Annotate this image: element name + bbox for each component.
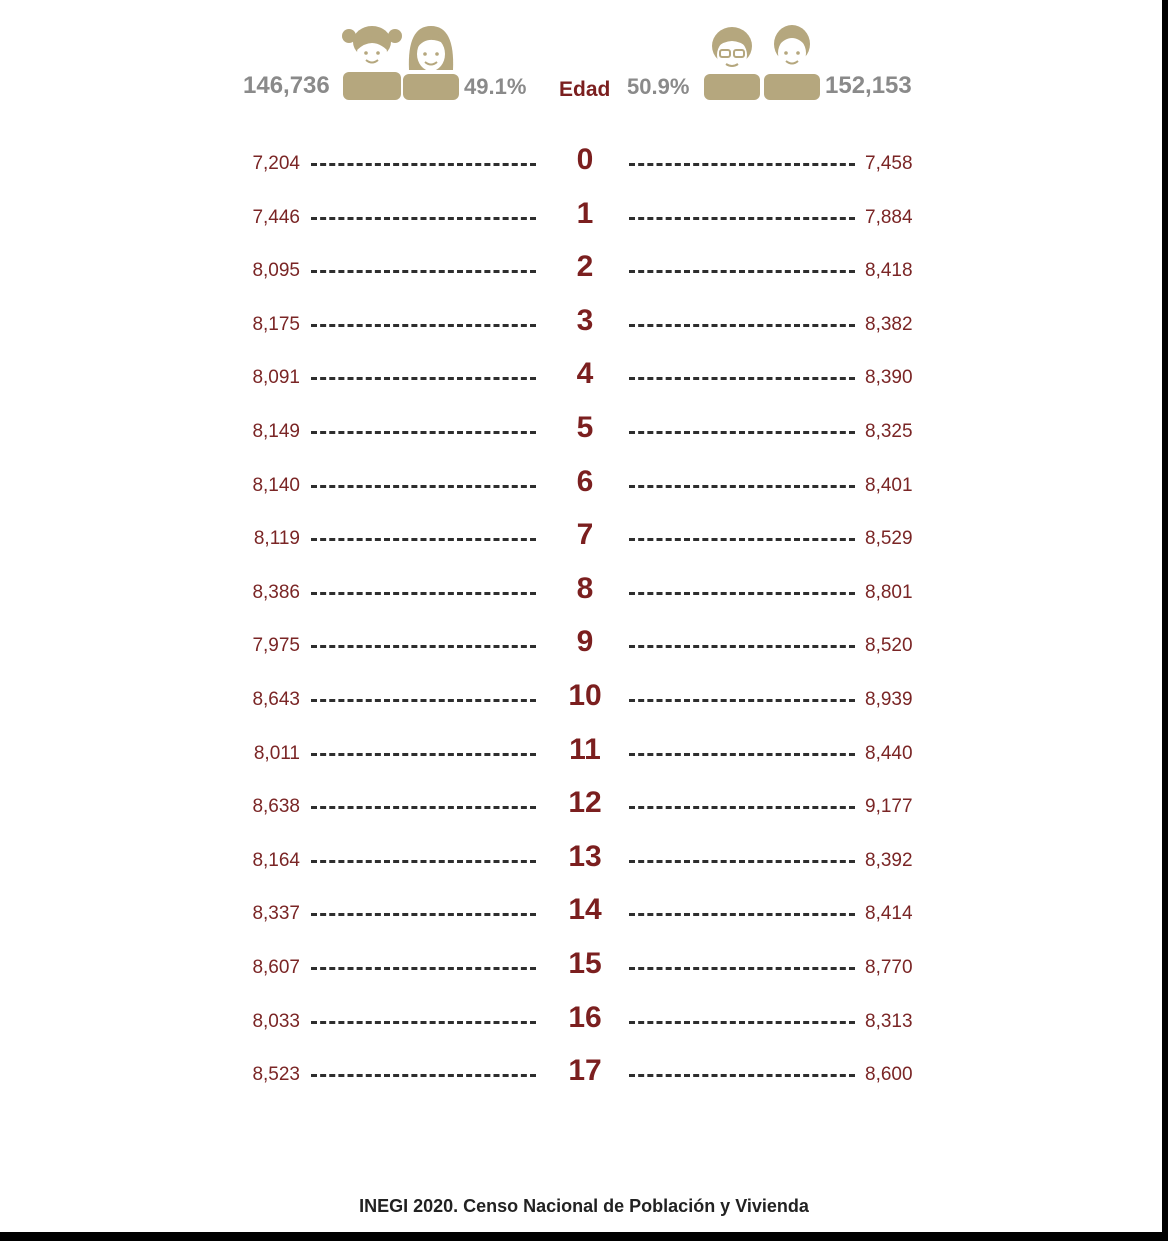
age-label: 10 <box>568 679 602 712</box>
age-label: 15 <box>568 947 602 980</box>
age-label: 7 <box>576 518 594 552</box>
source-footer: INEGI 2020. Censo Nacional de Población y Vivienda <box>359 1196 809 1216</box>
male-count: 7,884 <box>865 206 913 228</box>
leader-dots-left <box>311 967 536 970</box>
male-count: 8,414 <box>865 903 913 925</box>
leader-dots-left <box>311 163 536 166</box>
table-row <box>0 250 1162 290</box>
leader-dots-left <box>311 1021 536 1024</box>
leader-dots-left <box>311 592 536 595</box>
leader-dots-right <box>629 163 855 166</box>
age-label: 13 <box>568 839 602 873</box>
female-count: 8,337 <box>252 903 300 925</box>
leader-dots-left <box>311 806 536 809</box>
female-total: 146,736 <box>243 72 330 99</box>
female-count: 7,446 <box>252 206 300 228</box>
table-row <box>0 357 1162 397</box>
female-count: 8,638 <box>252 796 300 818</box>
female-count: 8,119 <box>253 528 300 550</box>
leader-dots-left <box>311 753 536 756</box>
male-count: 8,382 <box>865 313 913 335</box>
male-count: 8,801 <box>865 581 913 603</box>
leader-dots-right <box>629 485 855 488</box>
leader-dots-left <box>311 699 536 702</box>
table-row <box>0 572 1162 612</box>
age-label: 2 <box>576 250 594 284</box>
age-label: 6 <box>576 464 594 498</box>
leader-dots-right <box>629 967 855 970</box>
man-icon <box>762 22 822 105</box>
male-count: 8,520 <box>865 635 913 657</box>
male-percent: 50.9% <box>627 74 690 99</box>
female-percent: 49.1% <box>464 74 527 99</box>
leader-dots-left <box>311 431 536 434</box>
female-count: 8,140 <box>252 474 300 496</box>
table-row <box>0 947 1162 987</box>
age-label: 16 <box>568 1000 602 1034</box>
female-count: 7,204 <box>252 153 300 174</box>
male-count: 8,325 <box>865 421 913 442</box>
female-count: 8,386 <box>252 581 300 603</box>
leader-dots-left <box>311 324 536 327</box>
woman-icon <box>401 22 461 105</box>
male-count: 8,401 <box>865 474 913 496</box>
leader-dots-right <box>629 377 855 380</box>
leader-dots-right <box>629 538 855 541</box>
female-count: 7,975 <box>252 635 300 657</box>
age-label: 4 <box>576 357 594 391</box>
table-row <box>0 411 1162 451</box>
age-label: 17 <box>568 1054 602 1088</box>
male-total: 152,153 <box>825 72 912 99</box>
male-count: 8,440 <box>865 742 913 764</box>
male-count: 8,939 <box>865 689 913 710</box>
leader-dots-right <box>629 324 855 327</box>
age-label: 3 <box>576 303 594 337</box>
leader-dots-right <box>629 806 855 809</box>
female-count: 8,091 <box>252 367 300 389</box>
female-count: 8,175 <box>252 313 300 335</box>
female-count: 8,643 <box>252 689 300 710</box>
leader-dots-right <box>629 592 855 595</box>
leader-dots-left <box>311 485 536 488</box>
table-row <box>0 197 1162 237</box>
male-count: 8,418 <box>865 260 913 282</box>
female-count: 8,095 <box>252 260 300 282</box>
male-count: 8,392 <box>865 849 913 871</box>
age-label: 1 <box>576 196 594 230</box>
leader-dots-left <box>311 217 536 220</box>
female-count: 8,523 <box>252 1064 300 1086</box>
age-label: 8 <box>576 571 594 605</box>
table-row <box>0 143 1162 183</box>
leader-dots-right <box>629 699 855 702</box>
table-row <box>0 840 1162 880</box>
female-count: 8,149 <box>252 421 300 442</box>
leader-dots-right <box>629 217 855 220</box>
leader-dots-right <box>629 645 855 648</box>
leader-dots-right <box>629 431 855 434</box>
male-count: 8,600 <box>865 1064 913 1086</box>
leader-dots-left <box>311 645 536 648</box>
table-row <box>0 679 1162 719</box>
female-count: 8,607 <box>252 957 300 978</box>
leader-dots-right <box>629 913 855 916</box>
table-row <box>0 465 1162 505</box>
female-count: 8,033 <box>252 1010 300 1032</box>
leader-dots-left <box>311 270 536 273</box>
table-row <box>0 518 1162 558</box>
age-column-label: Edad <box>559 78 611 101</box>
leader-dots-right <box>629 270 855 273</box>
age-label: 12 <box>568 786 602 820</box>
leader-dots-right <box>629 1074 855 1077</box>
leader-dots-left <box>311 377 536 380</box>
leader-dots-left <box>311 860 536 863</box>
leader-dots-right <box>629 860 855 863</box>
table-row <box>0 1001 1162 1041</box>
boy-icon <box>702 22 762 105</box>
leader-dots-left <box>311 538 536 541</box>
male-count: 8,313 <box>865 1010 913 1032</box>
leader-dots-left <box>311 913 536 916</box>
male-count: 8,529 <box>865 528 913 550</box>
table-row <box>0 893 1162 933</box>
male-count: 8,770 <box>865 957 913 978</box>
girl-icon <box>341 22 403 105</box>
age-label: 9 <box>576 625 594 659</box>
table-row <box>0 1054 1162 1094</box>
table-row <box>0 786 1162 826</box>
female-count: 8,011 <box>253 742 300 764</box>
male-count: 9,177 <box>865 796 913 818</box>
leader-dots-left <box>311 1074 536 1077</box>
male-count: 7,458 <box>865 153 913 174</box>
male-count: 8,390 <box>865 367 913 389</box>
age-label: 14 <box>568 893 602 927</box>
age-label: 11 <box>569 732 601 766</box>
age-label: 0 <box>576 143 594 176</box>
table-row <box>0 304 1162 344</box>
table-row <box>0 733 1162 773</box>
age-label: 5 <box>576 411 594 444</box>
leader-dots-right <box>629 753 855 756</box>
leader-dots-right <box>629 1021 855 1024</box>
female-count: 8,164 <box>252 849 300 871</box>
table-row <box>0 625 1162 665</box>
